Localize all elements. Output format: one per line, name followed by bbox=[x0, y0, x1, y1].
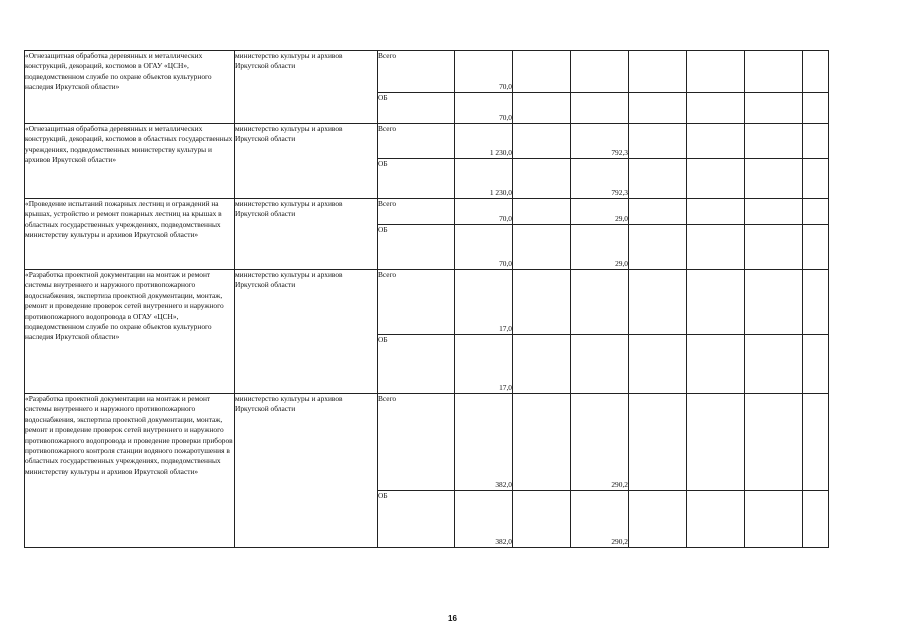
value-cell bbox=[513, 225, 571, 270]
value-cell bbox=[513, 199, 571, 225]
page-number: 16 bbox=[448, 614, 457, 623]
responsible-org-cell: министерство культуры и архивов Иркутской области bbox=[235, 199, 378, 270]
value-cell bbox=[571, 270, 629, 335]
value-cell: 792,3 bbox=[571, 124, 629, 159]
value-cell: 70,0 bbox=[455, 93, 513, 124]
value-cell bbox=[513, 124, 571, 159]
value-cell: 29,0 bbox=[571, 225, 629, 270]
responsible-org-cell: министерство культуры и архивов Иркутской области bbox=[235, 270, 378, 394]
measure-name-cell: «Проведение испытаний пожарных лестниц и ограждений на крышах, устройство и ремонт пожарных лестниц на крышах в областных государственных учреждениях, подведомственных министерству культуры и архивов Иркутской области» bbox=[25, 199, 235, 270]
source-cell: ОБ bbox=[378, 491, 455, 548]
source-cell: ОБ bbox=[378, 335, 455, 394]
value-cell: 17,0 bbox=[455, 270, 513, 335]
source-cell: Всего bbox=[378, 270, 455, 335]
value-cell bbox=[513, 93, 571, 124]
value-cell bbox=[513, 159, 571, 199]
value-cell: 382,0 bbox=[455, 394, 513, 491]
value-cell: 70,0 bbox=[455, 199, 513, 225]
responsible-org-cell: министерство культуры и архивов Иркутской области bbox=[235, 394, 378, 548]
measure-name-cell: «Огнезащитная обработка деревянных и металлических конструкций, декораций, костюмов в областных государственных учреждениях, подведомственных министерству культуры и архивов Иркутской области» bbox=[25, 124, 235, 199]
value-cell bbox=[513, 270, 571, 335]
value-cell bbox=[571, 51, 629, 93]
value-cell: 290,2 bbox=[571, 491, 629, 548]
value-cell: 17,0 bbox=[455, 335, 513, 394]
value-cell: 792,3 bbox=[571, 159, 629, 199]
source-cell: ОБ bbox=[378, 225, 455, 270]
value-cell: 1 230,0 bbox=[455, 124, 513, 159]
value-cell: 382,0 bbox=[455, 491, 513, 548]
measure-name-cell: «Разработка проектной документации на монтаж и ремонт системы внутреннего и наружного противопожарного водоснабжения, экспертиза проектной документации, монтаж, ремонт и проведение проверок сетей внутреннего и наружного противопожарного водопровода и проведение проверки приборов противопожарного контроля станции водяного пожаротушения в областных государственных учреждениях, подведомственных министерству культуры и архивов Иркутской области» bbox=[25, 394, 235, 548]
measure-name-cell: «Разработка проектной документации на монтаж и ремонт системы внутреннего и наружного противопожарного водоснабжения, экспертиза проектной документации, монтаж, ремонт и проведение проверок сетей внутреннего и наружного противопожарного водопровода в ОГАУ «ЦСН», подведомственном службе по охране объектов культурного наследия Иркутской области» bbox=[25, 270, 235, 394]
source-cell: Всего bbox=[378, 199, 455, 225]
value-cell: 70,0 bbox=[455, 51, 513, 93]
source-cell: ОБ bbox=[378, 159, 455, 199]
value-cell bbox=[513, 335, 571, 394]
value-cell bbox=[513, 491, 571, 548]
value-cell bbox=[571, 335, 629, 394]
measure-name-cell: «Огнезащитная обработка деревянных и металлических конструкций, декораций, костюмов в ОГАУ «ЦСН», подведомственном службе по охране объектов культурного наследия Иркутской области» bbox=[25, 51, 235, 124]
budget-table bbox=[24, 50, 829, 548]
source-cell: Всего bbox=[378, 124, 455, 159]
value-cell: 1 230,0 bbox=[455, 159, 513, 199]
value-cell: 70,0 bbox=[455, 225, 513, 270]
table-row bbox=[25, 394, 829, 491]
value-cell: 290,2 bbox=[571, 394, 629, 491]
source-cell: ОБ bbox=[378, 93, 455, 124]
source-cell: Всего bbox=[378, 51, 455, 93]
value-cell bbox=[513, 394, 571, 491]
table-row bbox=[25, 270, 829, 335]
value-cell bbox=[513, 51, 571, 93]
table-row bbox=[25, 51, 829, 93]
table-row bbox=[25, 124, 829, 159]
value-cell bbox=[571, 93, 629, 124]
source-cell: Всего bbox=[378, 394, 455, 491]
table-row bbox=[25, 199, 829, 225]
responsible-org-cell: министерство культуры и архивов Иркутской области bbox=[235, 51, 378, 124]
value-cell: 29,0 bbox=[571, 199, 629, 225]
responsible-org-cell: министерство культуры и архивов Иркутской области bbox=[235, 124, 378, 199]
